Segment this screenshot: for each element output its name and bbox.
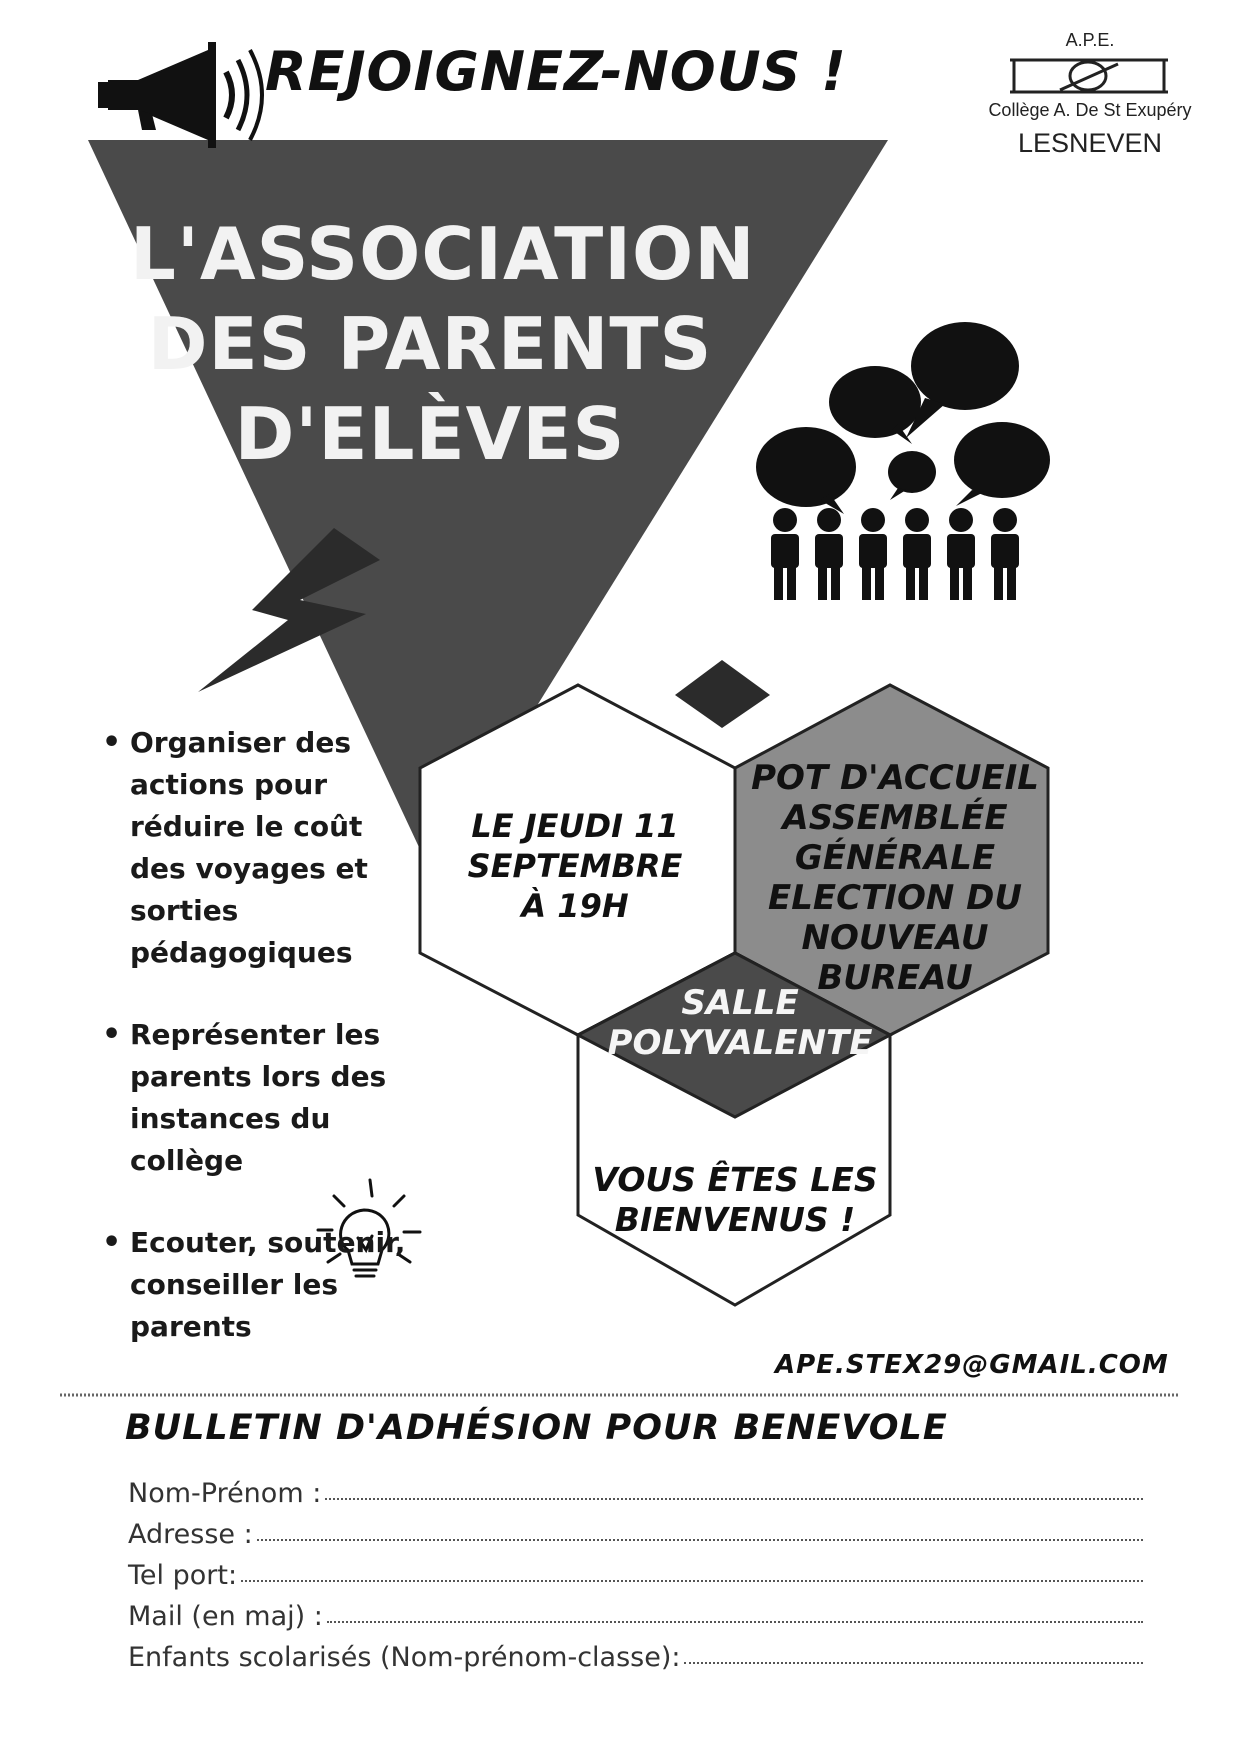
form-field-mail[interactable] bbox=[128, 1591, 1143, 1632]
event-welcome: VOUS ÊTES LES BIENVENUS ! bbox=[592, 1160, 878, 1239]
field-label: Enfants scolarisés (Nom-prénom-classe): bbox=[128, 1642, 681, 1673]
logo-emblem-icon bbox=[1010, 60, 1168, 92]
field-fill-line[interactable] bbox=[257, 1538, 1143, 1541]
missions-list bbox=[100, 722, 420, 1388]
field-label: Tel port: bbox=[128, 1560, 238, 1591]
event-date: LE JEUDI 11 SEPTEMBRE À 19H bbox=[467, 807, 683, 925]
field-fill-line[interactable] bbox=[327, 1620, 1143, 1623]
form-field-phone[interactable] bbox=[128, 1550, 1143, 1591]
field-fill-line[interactable] bbox=[241, 1579, 1143, 1582]
field-fill-line[interactable] bbox=[325, 1497, 1143, 1500]
field-label: Adresse : bbox=[128, 1519, 253, 1550]
title-line-3: D'ELÈVES bbox=[234, 392, 626, 476]
field-label: Mail (en maj) : bbox=[128, 1601, 323, 1632]
form-title: BULLETIN D'ADHÉSION POUR BENEVOLE bbox=[125, 1408, 948, 1448]
event-place: SALLE POLYVALENTE bbox=[607, 983, 873, 1063]
logo-college: Collège A. De St Exupéry bbox=[988, 100, 1192, 120]
logo-acronym: A.P.E. bbox=[1065, 30, 1115, 50]
mission-item: • Ecouter, soutenir, conseiller les parents bbox=[130, 1222, 420, 1348]
people-icon bbox=[771, 508, 1019, 600]
field-label: Nom-Prénom : bbox=[128, 1478, 322, 1509]
field-fill-line[interactable] bbox=[684, 1661, 1143, 1664]
diamond-shape bbox=[675, 660, 770, 728]
title-line-2: DES PARENTS bbox=[147, 302, 713, 386]
title-line-1: L'ASSOCIATION bbox=[130, 212, 756, 296]
event-program: POT D'ACCUEIL ASSEMBLÉE GÉNÉRALE ELECTION DU NOUVEAU BUREAU bbox=[751, 758, 1039, 998]
headline: REJOIGNEZ-NOUS ! bbox=[265, 40, 847, 103]
form-field-children[interactable] bbox=[128, 1632, 1143, 1673]
logo-town: LESNEVEN bbox=[1017, 128, 1163, 158]
form-field-name[interactable] bbox=[128, 1468, 1143, 1509]
speech-bubbles-icon bbox=[756, 322, 1050, 514]
mission-item: • Représenter les parents lors des instances du collège bbox=[130, 1014, 420, 1182]
mission-item: • Organiser des actions pour réduire le coût des voyages et sorties pédagogiques bbox=[130, 722, 420, 974]
form-field-address[interactable] bbox=[128, 1509, 1143, 1550]
megaphone-icon bbox=[98, 42, 262, 148]
membership-form bbox=[128, 1468, 1143, 1673]
contact-email[interactable]: APE.STEX29@GMAIL.COM bbox=[775, 1350, 1169, 1380]
